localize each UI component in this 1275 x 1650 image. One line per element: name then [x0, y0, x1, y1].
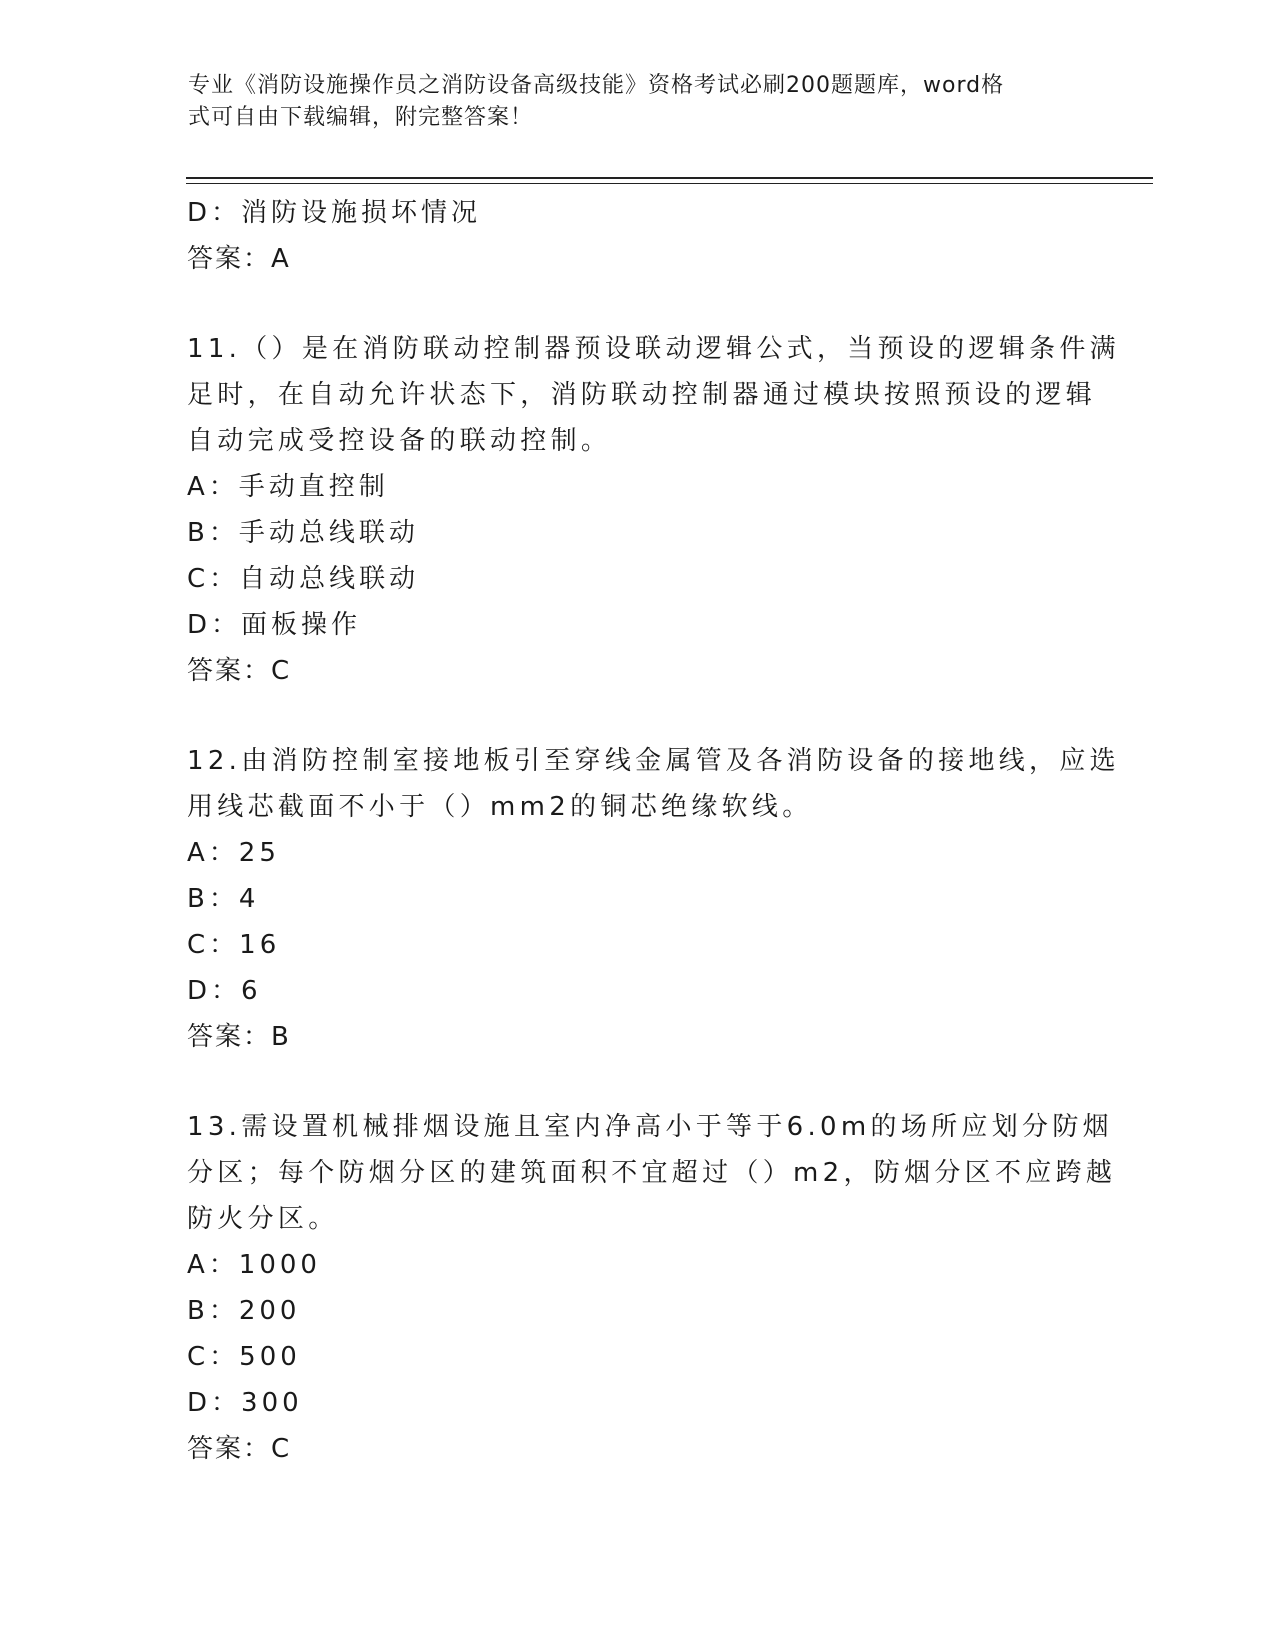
option-b: B：手动总线联动 — [187, 518, 419, 548]
header-divider-thick — [186, 177, 1153, 179]
question-11 — [187, 326, 1120, 694]
option-a: A：手动直控制 — [187, 472, 389, 502]
question-stem-line: 自动完成受控设备的联动控制。 — [187, 426, 612, 456]
question-stem-line: 足时，在自动允许状态下，消防联动控制器通过模块按照预设的逻辑 — [187, 380, 1097, 410]
option-c: C：自动总线联动 — [187, 564, 420, 594]
option-d: D：6 — [187, 976, 262, 1006]
document-header — [188, 70, 1068, 134]
answer: 答案：C — [187, 1434, 292, 1464]
spacer — [187, 694, 1087, 738]
option-a: A：1000 — [187, 1250, 321, 1280]
option-b: B：200 — [187, 1296, 301, 1326]
question-13 — [187, 1104, 1117, 1472]
document-body — [187, 190, 1120, 1472]
prev-question-option-d: D：消防设施损坏情况 — [187, 198, 482, 228]
question-stem-line: 11.（）是在消防联动控制器预设联动逻辑公式，当预设的逻辑条件满 — [187, 334, 1120, 364]
option-c: C：500 — [187, 1342, 301, 1372]
answer: 答案：C — [187, 656, 292, 686]
header-line-2: 式可自由下载编辑，附完整答案！ — [188, 105, 534, 130]
option-c: C：16 — [187, 930, 281, 960]
option-d: D：300 — [187, 1388, 303, 1418]
question-stem-line: 防火分区。 — [187, 1204, 339, 1234]
option-d: D：面板操作 — [187, 610, 362, 640]
question-stem-line: 13.需设置机械排烟设施且室内净高小于等于6.0m的场所应划分防烟 — [187, 1112, 1113, 1142]
header-divider-thin — [186, 183, 1153, 184]
question-stem-line: 用线芯截面不小于（）mm2的铜芯绝缘软线。 — [187, 792, 813, 822]
prev-question-answer: 答案：A — [187, 244, 291, 274]
question-stem-line: 12.由消防控制室接地板引至穿线金属管及各消防设备的接地线，应选 — [187, 746, 1120, 776]
answer: 答案：B — [187, 1022, 291, 1052]
question-stem-line: 分区；每个防烟分区的建筑面积不宜超过（）m2，防烟分区不应跨越 — [187, 1158, 1117, 1188]
header-line-1: 专业《消防设施操作员之消防设备高级技能》资格考试必刷200题题库，word格 — [188, 73, 1005, 98]
option-a: A：25 — [187, 838, 280, 868]
option-b: B：4 — [187, 884, 260, 914]
spacer — [187, 282, 1087, 326]
question-12 — [187, 738, 1120, 1060]
spacer — [187, 1060, 1087, 1104]
